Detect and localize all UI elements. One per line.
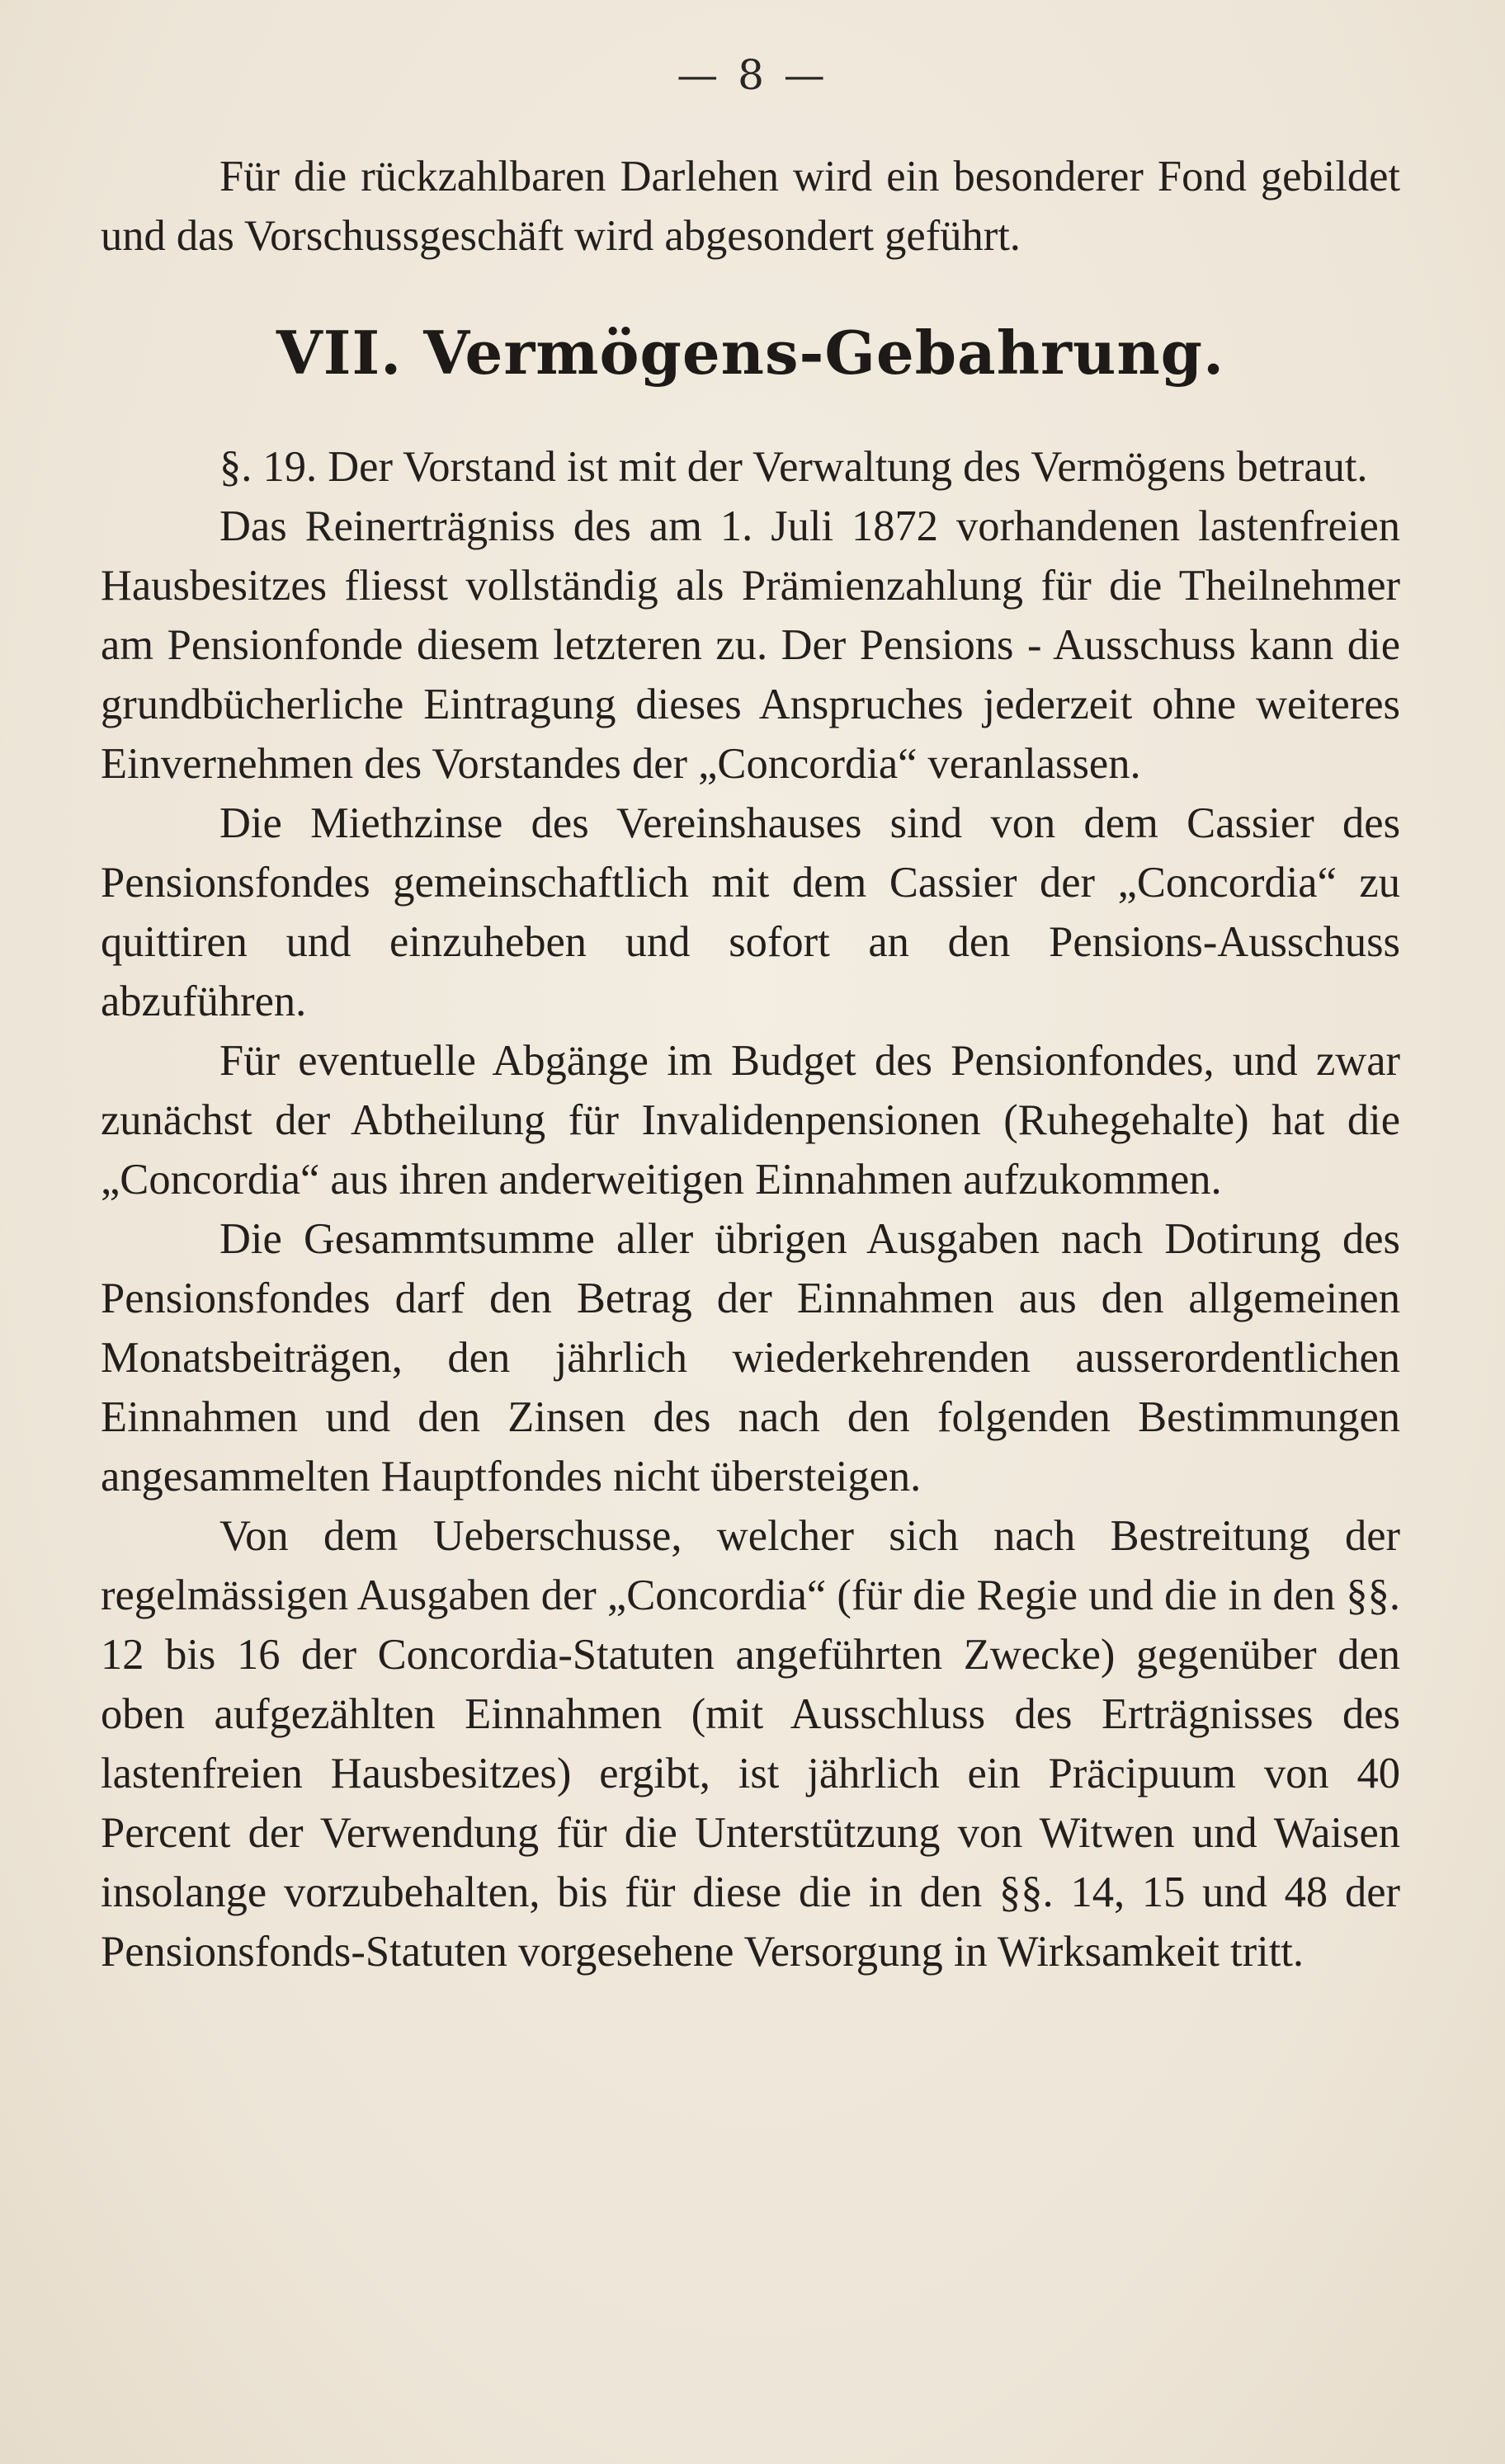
- paragraph-darlehen-fond: Für die rückzahlbaren Darlehen wird ein besonderer Fond gebildet und das Vorschussgeschäft wird abgesondert geführt.: [101, 153, 1400, 260]
- paragraph-abgaenge: Für eventuelle Abgänge im Budget des Pensionfondes, und zwar zunächst der Abtheilung für Invalidenpensionen (Ruhegehalte) hat die „Concordia“ aus ihren anderweitigen Einnahmen aufzukommen.: [101, 1037, 1400, 1204]
- paragraph-section-19: §. 19. Der Vorstand ist mit der Verwaltung des Vermögens betraut.: [219, 443, 1368, 491]
- paragraph-miethzinse: Die Miethzinse des Vereinshauses sind von dem Cassier des Pensionsfondes gemeinschaftlich mit dem Cassier der „Concordia“ zu quittiren und einzuheben und sofort an den Pensions-Ausschuss abzuführen.: [101, 799, 1400, 1025]
- paragraph-ueberschuss: Von dem Ueberschusse, welcher sich nach Bestreitung der regelmässigen Ausgaben der „Concordia“ (für die Regie und die in den §§. 12 bis 16 der Concordia-Statuten angeführten Zwecke) gegenüber den oben aufgezählten Einnahmen (mit Ausschluss des Erträgnisses des lastenfreien Hausbesitzes) ergibt, ist jährlich ein Präcipuum von 40 Percent der Verwendung für die Unterstützung von Witwen und Waisen insolange vorzubehalten, bis für diese die in den §§. 14, 15 und 48 der Pensionsfonds-Statuten vorgesehene Versorgung in Wirksamkeit tritt.: [101, 1512, 1400, 1976]
- page-number: — 8 —: [677, 51, 828, 99]
- paragraph-gesammtsumme: Die Gesammtsumme aller übrigen Ausgaben nach Dotirung des Pensionsfondes darf den Betrag der Einnahmen aus den allgemeinen Monatsbeiträgen, den jährlich wiederkehrenden ausserordentlichen Einnahmen und den Zinsen des nach den folgenden Bestimmungen angesammelten Hauptfondes nicht übersteigen.: [101, 1215, 1400, 1501]
- page-body: [101, 147, 1400, 1981]
- section-heading: VII. Vermögens-Gebahrung.: [276, 318, 1225, 388]
- paragraph-reinertraegniss: Das Reinerträgniss des am 1. Juli 1872 vorhandenen lastenfreien Hausbesitzes fliesst vollständig als Prämienzahlung für die Theilnehmer am Pensionfonde diesem letzteren zu. Der Pensions - Ausschuss kann die grundbücherliche Eintragung dieses Anspruches jederzeit ohne weiteres Einvernehmen des Vorstandes der „Concordia“ veranlassen.: [101, 502, 1400, 788]
